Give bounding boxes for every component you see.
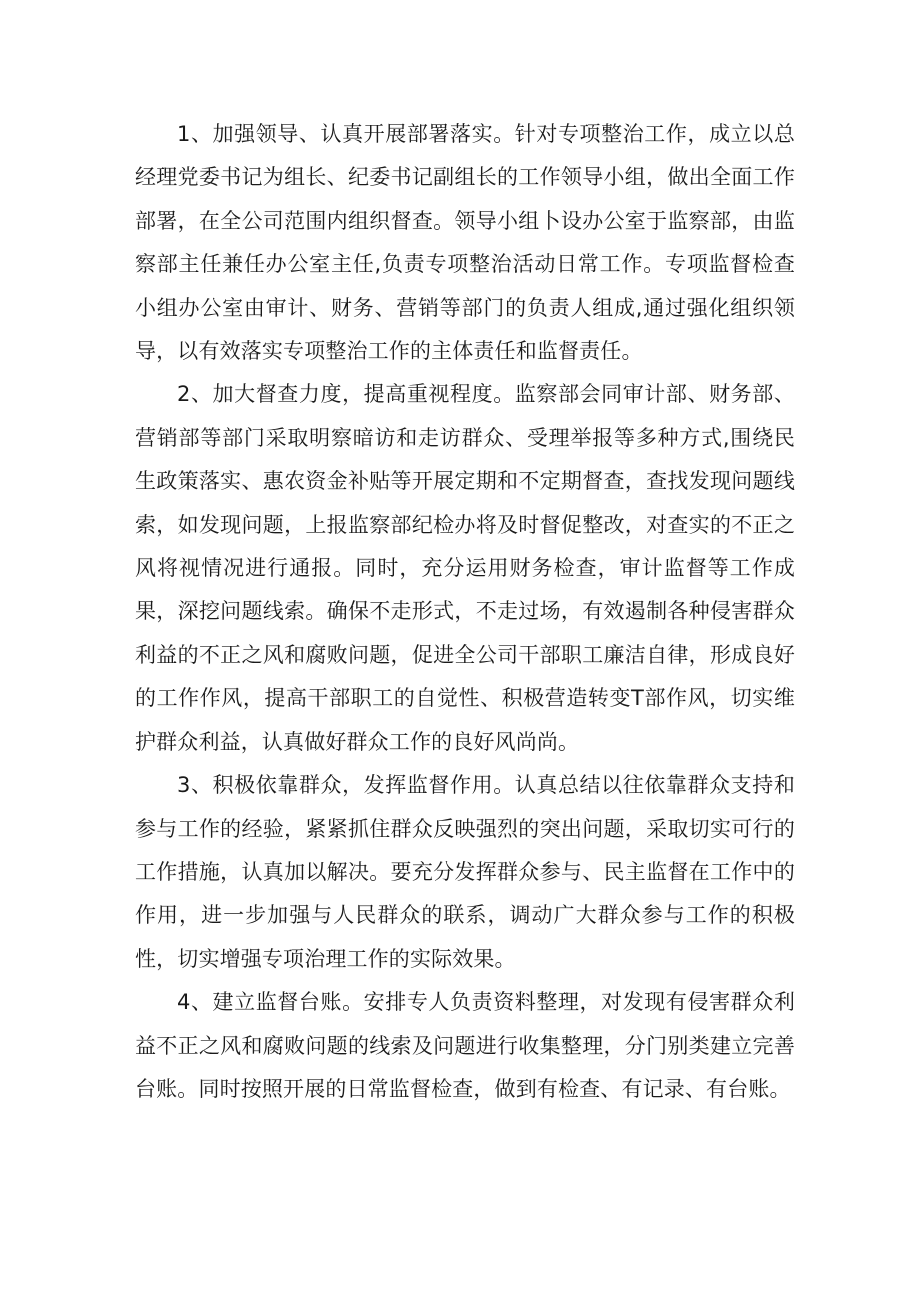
paragraph-3: 3、积极依靠群众，发挥监督作用。认真总结以往依靠群众支持和参与工作的经验，紧紧抓住群众反映强烈的突出问题，采取切实可行的工作措施，认真加以解决。要充分发挥群众参与、民主监督在工作中的作用，进一步加强与人民群众的联系，调动广大群众参与工作的积极性，切实增强专项治理工作的实际效果。 [135,773,795,971]
paragraph-2: 2、加大督查力度，提高重视程度。监察部会同审计部、财务部、营销部等部门采取明察暗访和走访群众、受理举报等多种方式,围绕民生政策落实、惠农资金补贴等开展定期和不定期督查，查找发现问题线索，如发现问题，上报监察部纪检办将及时督促整改，对查实的不正之风将视情况进行通报。同时，充分运用财务检查，审计监督等工作成果，深挖问题线索。确保不走形式，不走过场，有效遏制各种侵害群众利益的不正之风和腐败问题，促进全公司干部职工廉洁自律，形成良好的工作作风，提高干部职工的自觉性、积极营造转变T部作风，切实维护群众利益，认真做好群众工作的良好风尚尚。 [135,382,795,754]
paragraph-1: 1、加强领导、认真开展部署落实。针对专项整治工作，成立以总经理党委书记为组长、纪委书记副组长的工作领导小组，做出全面工作部署，在全公司范围内组织督查。领导小组卜设办公室于监察部，由监察部主任兼任办公室主任,负责专项整治活动日常工作。专项监督检查小组办公室由审计、财务、营销等部门的负责人组成,通过强化组织领导，以有效落实专项整治工作的主体责任和监督责任。 [135,122,795,364]
document-body [135,113,795,1111]
paragraph-4: 4、建立监督台账。安排专人负责资料整理，对发现有侵害群众利益不正之风和腐败问题的线索及问题进行收集整理，分门别类建立完善台账。同时按照开展的日常监督检查，做到有检查、有记录、有台账。 [135,990,795,1101]
